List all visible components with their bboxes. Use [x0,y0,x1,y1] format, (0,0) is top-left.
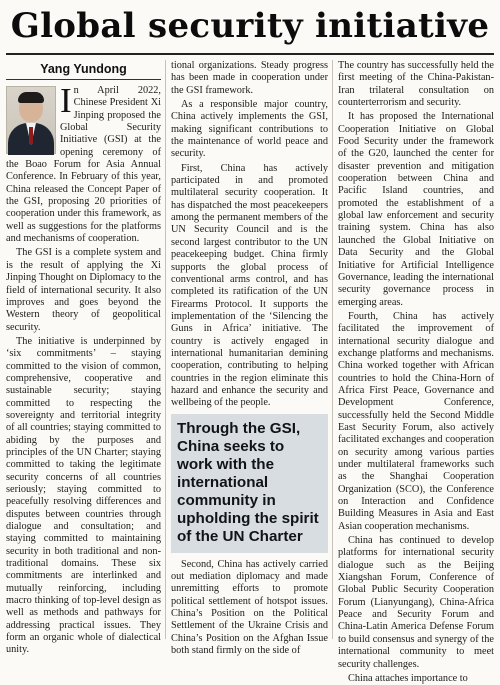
pull-quote: Through the GSI, China seeks to work with the international community in upholding the spirit of the UN Charter [171,414,328,553]
article-paragraph: The GSI is a complete system and is the result of applying the Xi Jinping Thought on Diplomacy to the field of international security. It also improves and goes beyond the Western theory of geopolitical security. [6,247,161,333]
article-paragraph: The country has successfully held the first meeting of the China-Pakistan-Iran trilateral consultation on counterterrorism and security. [338,60,494,109]
article-paragraph: It has proposed the International Cooperation Initiative on Global Food Security under the framework of the G20, launched the center for disaster prevention and mitigation cooperation between China and Pacific Island countries, and promoted the establishment of a global law enforcement and security training system. China has also launched the Global Initiative on Data Security and the Global Initiative for Artificial Intelligence Governance, leading the international security governance process in emerging areas. [338,111,494,308]
byline: Yang Yundong [6,60,161,80]
article-paragraph: Fourth, China has actively facilitated the improvement of international security dialogue and exchange platforms and mechanisms. China worked together with African countries to hold the China-Horn of Africa First Peace, Governance and Development Conference, successfully held the Second Middle East Security Forum, also actively facilitated exchanges and cooperation on security among various parties under multilateral frameworks such as the Shanghai Cooperation Organization (SCO), the Conference on Interaction and Confidence Building Measures in Asia and East Asian cooperation mechanisms. [338,310,494,532]
article-paragraph: First, China has actively participated in and promoted multilateral security cooperation. It has dispatched the most peacekeepers among the permanent members of the UN Security Council and is the second largest contributor to the UN peacekeeping budget. China firmly supports the global process of conventional arms control, and has completed its ratification of the UN Firearms Protocol. It supports the implementation of the ‘Silencing the Guns in Africa’ initiative. The country is actively engaged in international humanitarian demining cooperation, contributing to helping countries in the region eliminate this hazard and enhance the security and wellbeing of the people. [171,162,328,409]
article-paragraph: China has continued to develop platforms for international security dialogue such as the Beijing Xiangshan Forum, Conference of Global Public Security Cooperation Forum (Lianyungang), China-Africa Peace and Security Forum and China-Latin America Defense Forum to build consensus and synergy of the international community to meet security challenges. [338,535,494,670]
article-paragraph: As a responsible major country, China actively implements the GSI, making significant contributions to the maintenance of world peace and security. [171,99,328,160]
article-paragraph: Second, China has actively carried out mediation diplomacy and made unremitting efforts to promote political settlement of hotspot issues. China’s Position on the Political Settlement of the Ukraine Crisis and China’s Position on the Afghan Issue both stand firmly on the side of [171,558,328,657]
column-1 [6,60,161,656]
column-2 [171,60,328,657]
drop-cap: I [60,81,72,120]
article-paragraph: China attaches importance to [348,672,468,684]
column-3 [338,60,494,684]
column-divider [332,60,333,639]
article-paragraph: n April 2022, Chinese President Xi Jinping proposed the Global Security Initiative (GSI) at the opening ceremony of the Boao Forum for Asia Annual Conference. In February of this year, China released the Concept Paper of the GSI, proposing 20 priorities of cooperation under this framework, as well as suggestions for the platforms and mechanisms of cooperation. [6,85,161,245]
article-paragraph: The initiative is underpinned by ‘six commitments’ – staying committed to the vision of common, comprehensive, cooperative and sustainable security; staying committed to respecting the sovereignty and territorial integrity of all countries; staying committed to abiding by the purposes and principles of the UN Charter; staying committed to taking the legitimate security concerns of all countries seriously; staying committed to peacefully resolving differences and disputes between countries through dialogue and consultation; and staying committed to maintaining security in both traditional and non-traditional domains. These six commitments are interlinked and mutually reinforcing, including macro thinking of top-level design as well as methods and pathways for addressing practical issues. They form an organic whole of dialectical unity. [6,335,161,656]
headline: Global security initiative [10,6,490,46]
article-paragraph: tional organizations. Steady progress has been made in cooperation under the GSI framework. [171,60,328,96]
lead-paragraph-block [6,81,161,245]
author-photo [6,86,56,154]
headline-rule [6,53,494,55]
column-divider [165,60,166,639]
